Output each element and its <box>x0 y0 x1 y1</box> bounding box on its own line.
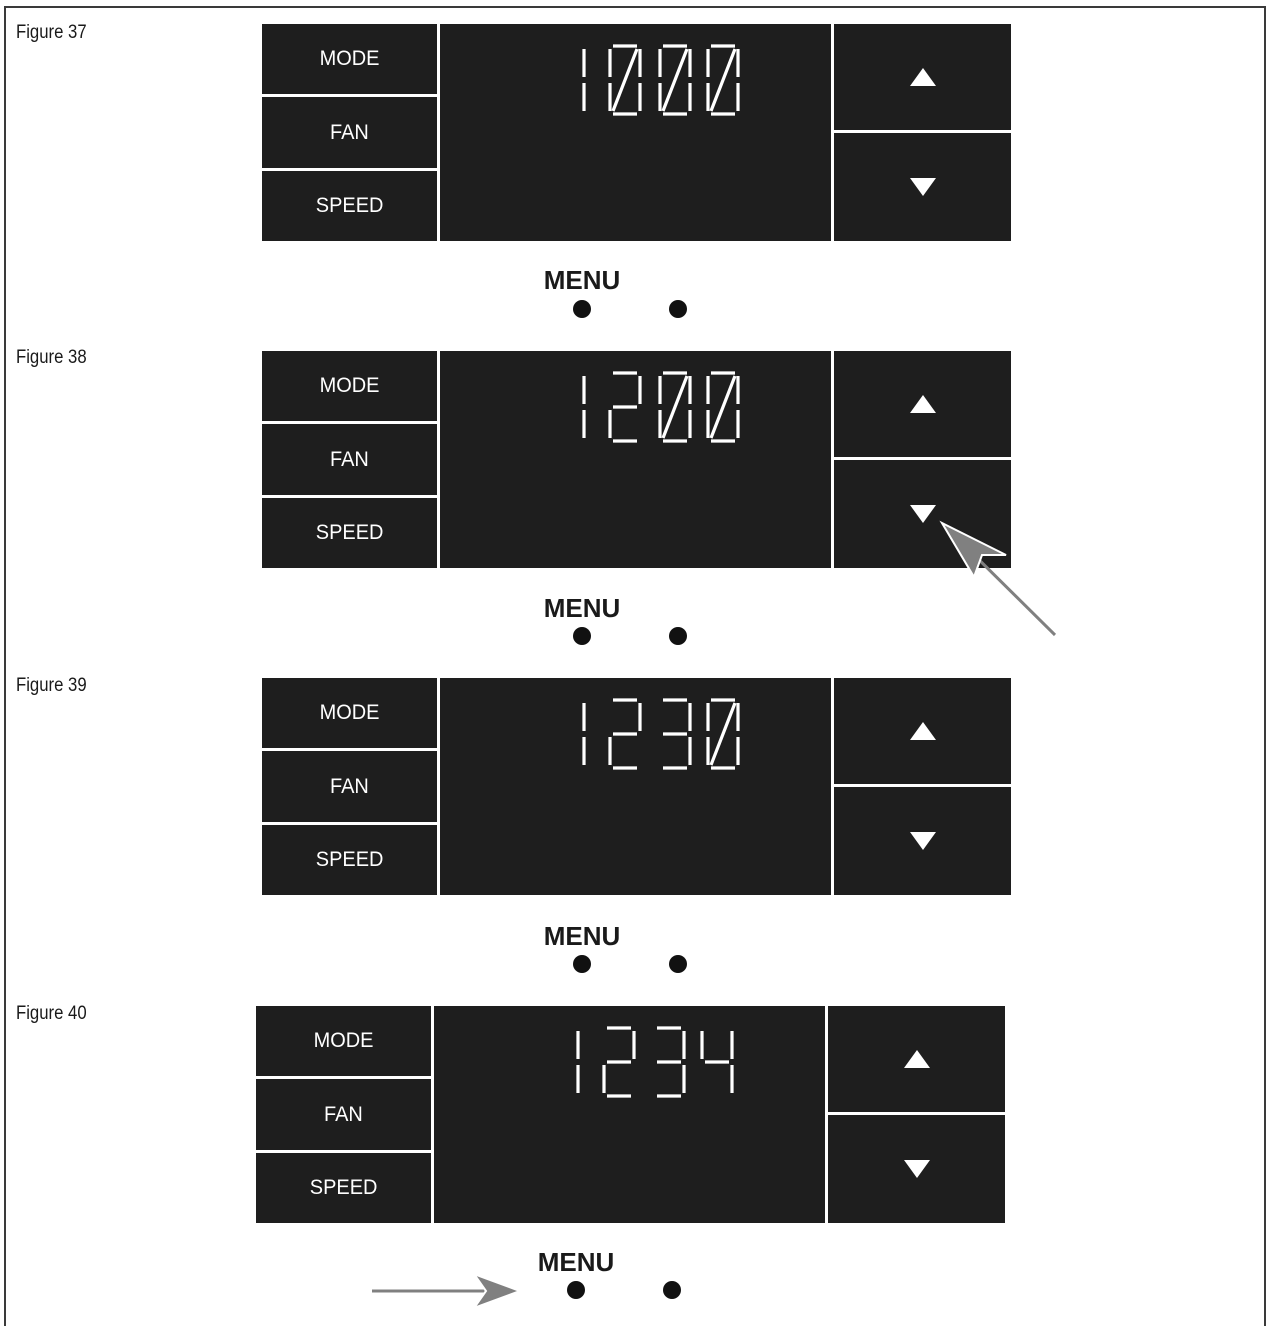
menu-button-right[interactable] <box>669 627 687 645</box>
segment-display <box>440 351 831 568</box>
menu-label: MENU <box>537 1247 615 1277</box>
up-button[interactable] <box>834 351 1011 457</box>
mode-button-label: MODE <box>319 374 380 397</box>
down-button[interactable] <box>834 460 1011 568</box>
mode-button-label: MODE <box>313 1029 374 1052</box>
mode-button[interactable] <box>262 24 437 94</box>
up-triangle-icon <box>909 393 937 415</box>
down-triangle-icon <box>903 1158 931 1180</box>
speed-button-label: SPEED <box>315 848 384 871</box>
fan-button[interactable] <box>262 424 437 495</box>
menu-label: MENU <box>543 921 621 951</box>
menu-button-right[interactable] <box>669 955 687 973</box>
fan-button[interactable] <box>256 1079 431 1150</box>
menu-button-right[interactable] <box>663 1281 681 1299</box>
mode-button[interactable] <box>262 678 437 748</box>
segment-display <box>434 1006 825 1223</box>
display-screen <box>440 351 831 568</box>
figure-label: Figure 39 <box>16 675 87 696</box>
speed-button-label: SPEED <box>309 1176 378 1199</box>
display-digit <box>702 1031 732 1093</box>
down-triangle-icon <box>909 503 937 525</box>
menu-label: MENU <box>543 593 621 623</box>
down-button[interactable] <box>834 787 1011 895</box>
fan-button-label: FAN <box>330 447 369 471</box>
fan-button-label: FAN <box>324 1102 363 1126</box>
display-digit <box>660 46 690 114</box>
display-digit <box>610 700 640 768</box>
display-digit <box>657 1028 684 1096</box>
figure-label: Figure 37 <box>16 22 87 43</box>
fan-button-label: FAN <box>330 774 369 798</box>
display-digit <box>610 46 640 114</box>
segment-display <box>440 24 831 241</box>
fan-button[interactable] <box>262 97 437 168</box>
speed-button[interactable] <box>262 825 437 895</box>
menu-button-left[interactable] <box>573 955 591 973</box>
down-button[interactable] <box>828 1115 1005 1223</box>
fan-button-label: FAN <box>330 120 369 144</box>
mode-button[interactable] <box>256 1006 431 1076</box>
down-triangle-icon <box>909 176 937 198</box>
speed-button-label: SPEED <box>315 521 384 544</box>
fan-button[interactable] <box>262 751 437 822</box>
menu-button-right[interactable] <box>669 300 687 318</box>
display-screen <box>434 1006 825 1223</box>
up-triangle-icon <box>909 720 937 742</box>
display-digit <box>708 700 738 768</box>
figure-label: Figure 38 <box>16 347 87 368</box>
down-triangle-icon <box>909 830 937 852</box>
control-panel <box>256 1006 1005 1223</box>
speed-button[interactable] <box>262 171 437 241</box>
speed-button-label: SPEED <box>315 194 384 217</box>
mode-button-label: MODE <box>319 47 380 70</box>
display-digit <box>708 373 738 441</box>
control-panel <box>262 351 1011 568</box>
segment-display <box>440 678 831 895</box>
display-screen <box>440 678 831 895</box>
display-digit <box>604 1028 634 1096</box>
menu-button-left[interactable] <box>573 300 591 318</box>
display-digit <box>610 373 640 441</box>
up-button[interactable] <box>834 24 1011 130</box>
up-button[interactable] <box>828 1006 1005 1112</box>
menu-button-left[interactable] <box>573 627 591 645</box>
mode-button[interactable] <box>262 351 437 421</box>
speed-button[interactable] <box>262 498 437 568</box>
up-triangle-icon <box>903 1048 931 1070</box>
display-digit <box>708 46 738 114</box>
control-panel <box>262 24 1011 241</box>
display-digit <box>663 700 690 768</box>
menu-label: MENU <box>543 265 621 295</box>
figure-label: Figure 40 <box>16 1003 87 1024</box>
menu-button-left[interactable] <box>567 1281 585 1299</box>
display-screen <box>440 24 831 241</box>
speed-button[interactable] <box>256 1153 431 1223</box>
display-digit <box>660 373 690 441</box>
down-button[interactable] <box>834 133 1011 241</box>
up-triangle-icon <box>909 66 937 88</box>
mode-button-label: MODE <box>319 701 380 724</box>
control-panel <box>262 678 1011 895</box>
up-button[interactable] <box>834 678 1011 784</box>
